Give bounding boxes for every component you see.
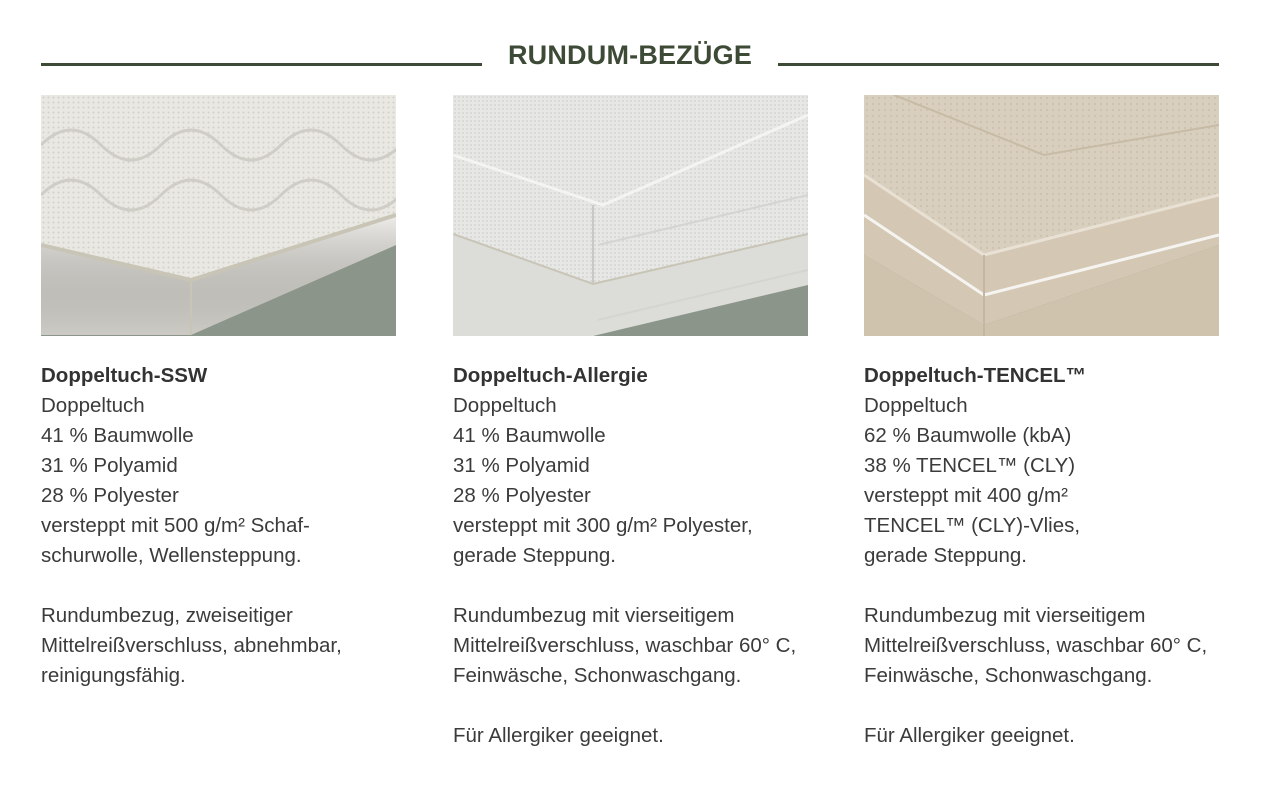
note-line: Rundumbezug, zweiseitiger [41,604,293,627]
product-card-allergie [453,95,809,751]
spec-line: Doppeltuch [41,394,145,417]
allergy-note: Für Allergiker geeignet. [864,724,1075,747]
spec-line: versteppt mit 500 g/m² Schaf- [41,514,310,537]
mattress-photo-tencel [864,95,1219,336]
spec-line: 28 % Polyester [41,484,179,507]
mattress-photo-ssw [41,95,396,336]
header-rule-right [778,63,1219,66]
spec-line: 41 % Baumwolle [41,424,194,447]
spec-line: Doppeltuch [864,394,968,417]
product-title: Doppeltuch-Allergie [453,364,648,387]
note-line: reinigungsfähig. [41,664,186,687]
spec-line: 31 % Polyamid [453,454,590,477]
spec-line: 31 % Polyamid [41,454,178,477]
product-card-tencel [864,95,1220,751]
product-title: Doppeltuch-SSW [41,364,208,387]
spec-line: 62 % Baumwolle (kbA) [864,424,1072,447]
spec-line: gerade Steppung. [864,544,1027,567]
allergy-note: Für Allergiker geeignet. [453,724,664,747]
spec-line: 41 % Baumwolle [453,424,606,447]
note-line: Mittelreißverschluss, waschbar 60° C, [864,634,1208,657]
product-title: Doppeltuch-TENCEL™ [864,364,1087,387]
spec-line: TENCEL™ (CLY)-Vlies, [864,514,1081,537]
note-line: Feinwäsche, Schonwaschgang. [453,664,742,687]
mattress-photo-allergie [453,95,808,336]
spec-line: 28 % Polyester [453,484,591,507]
header-rule-left [41,63,482,66]
note-line: Rundumbezug mit vierseitigem [453,604,735,627]
spec-line: 38 % TENCEL™ (CLY) [864,454,1076,477]
note-line: Rundumbezug mit vierseitigem [864,604,1146,627]
spec-line: versteppt mit 400 g/m² [864,484,1068,507]
note-line: Mittelreißverschluss, abnehmbar, [41,634,342,657]
section-title: RUNDUM-BEZÜGE [507,40,753,70]
spec-line: versteppt mit 300 g/m² Polyester, [453,514,753,537]
note-line: Mittelreißverschluss, waschbar 60° C, [453,634,797,657]
spec-line: schurwolle, Wellensteppung. [41,544,302,567]
spec-line: gerade Steppung. [453,544,616,567]
note-line: Feinwäsche, Schonwaschgang. [864,664,1153,687]
section-header [41,38,1219,74]
spec-line: Doppeltuch [453,394,557,417]
product-card-ssw [41,95,397,691]
